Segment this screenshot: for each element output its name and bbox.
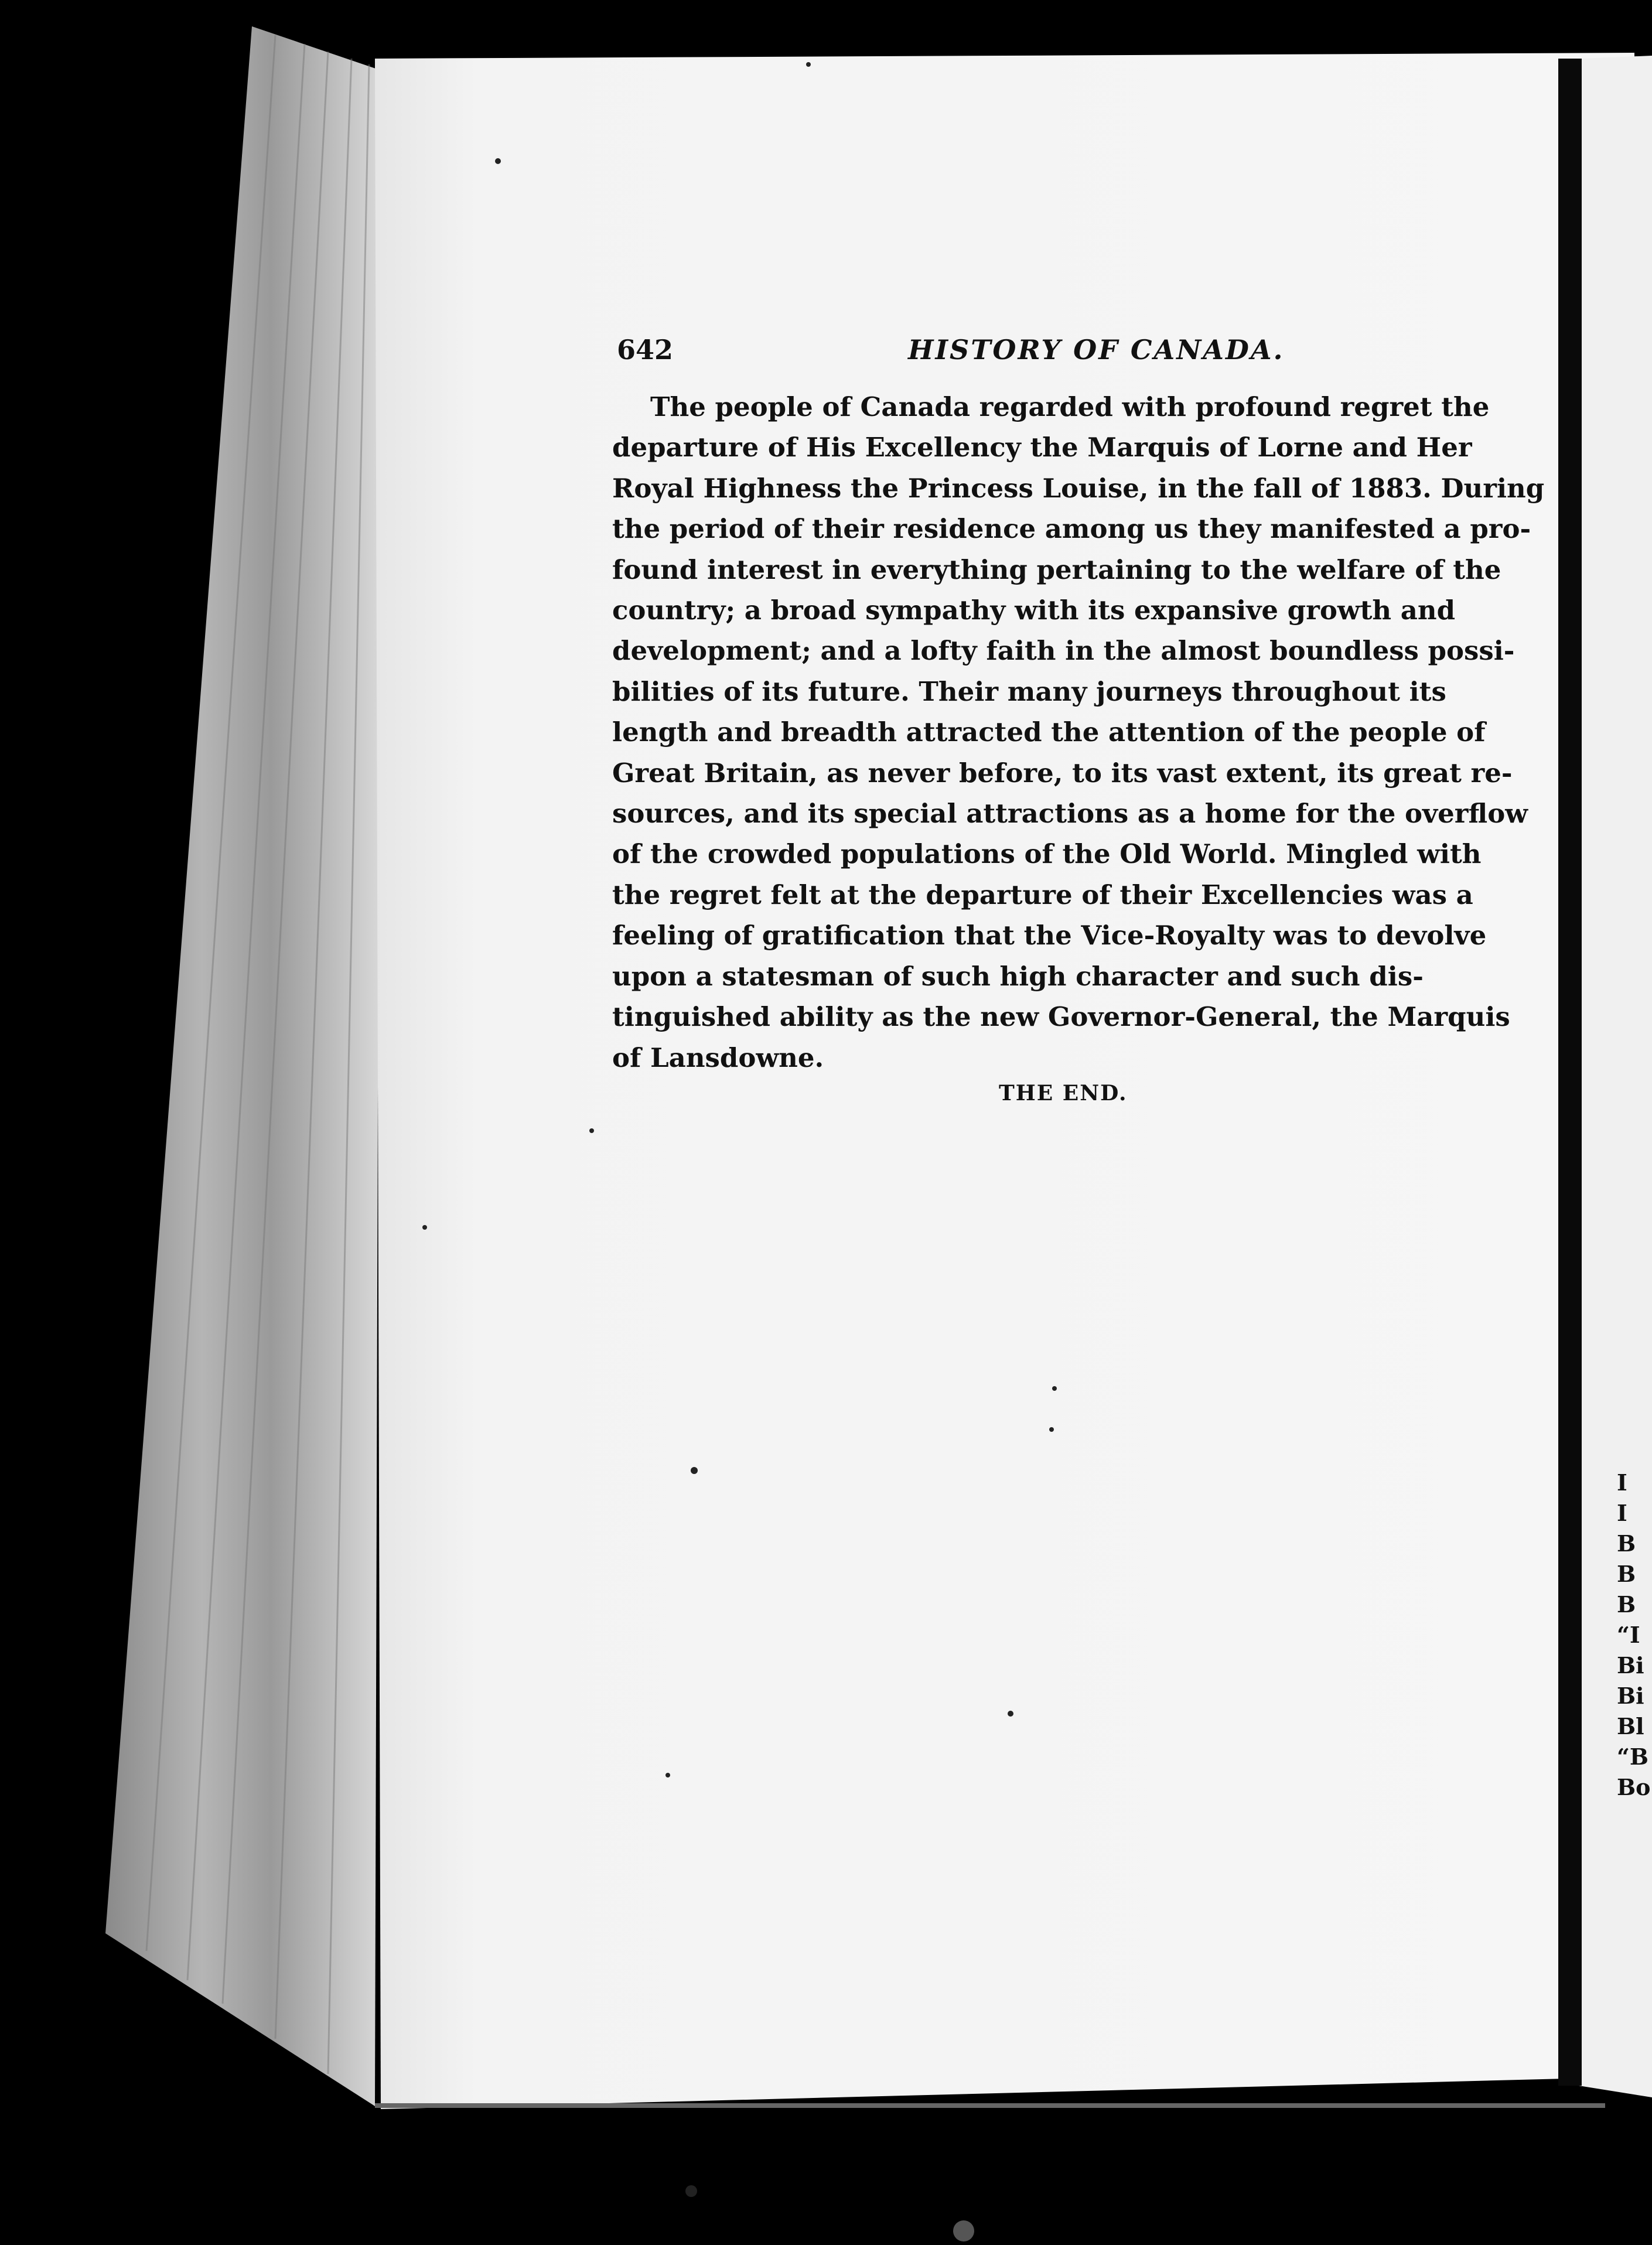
- paragraph-line: Royal Highness the Princess Louise, in the fall of 1883. During: [612, 472, 1545, 504]
- index-fragment: I: [1617, 1469, 1627, 1496]
- paragraph-line: of the crowded populations of the Old World. Mingled with: [612, 838, 1482, 870]
- index-fragment: “I: [1617, 1622, 1640, 1648]
- running-title: HISTORY OF CANADA.: [908, 334, 1285, 366]
- paragraph-line: development; and a lofty faith in the almost boundless possi-: [612, 635, 1515, 667]
- paragraph-line: length and breadth attracted the attention of the people of: [612, 717, 1486, 748]
- paragraph-line: of Lansdowne.: [612, 1042, 824, 1073]
- paragraph-line: the period of their residence among us they manifested a pro-: [612, 513, 1531, 545]
- paragraph-line: country; a broad sympathy with its expansive growth and: [612, 595, 1456, 626]
- paragraph-line: bilities of its future. Their many journeys throughout its: [612, 675, 1446, 707]
- closing-paragraph: [612, 387, 1545, 1078]
- paragraph-line: sources, and its special attractions as a home for the overflow: [612, 798, 1528, 830]
- running-head: [612, 334, 1532, 387]
- paragraph-line: found interest in everything pertaining to the welfare of the: [612, 554, 1501, 585]
- paragraph-line: upon a statesman of such high character and such dis-: [612, 960, 1424, 992]
- paragraph-line: departure of His Excellency the Marquis of Lorne and Her: [612, 432, 1472, 463]
- paragraph-line: tinguished ability as the new Governor-General, the Marquis: [612, 1001, 1510, 1033]
- book-page: [612, 334, 1545, 1078]
- index-fragment: B: [1617, 1530, 1636, 1557]
- page-number: 642: [617, 334, 674, 366]
- index-fragment: I: [1617, 1500, 1627, 1526]
- paragraph-line: Great Britain, as never before, to its vast extent, its great re-: [612, 757, 1513, 789]
- index-fragment: Bi: [1617, 1683, 1644, 1709]
- paragraph-line: The people of Canada regarded with profound regret the: [650, 391, 1490, 422]
- paragraph-line: the regret felt at the departure of their Excellencies was a: [612, 879, 1473, 910]
- index-fragment: “B: [1617, 1744, 1648, 1770]
- the-end-heading: THE END.: [999, 1081, 1128, 1106]
- index-fragment: B: [1617, 1591, 1636, 1618]
- paragraph-line: feeling of gratification that the Vice-Royalty was to devolve: [612, 920, 1487, 951]
- index-fragment: Bi: [1617, 1652, 1644, 1678]
- index-fragment: B: [1617, 1561, 1636, 1587]
- index-fragment: Bo: [1617, 1774, 1651, 1800]
- next-page-index-fragments: [1617, 1468, 1652, 1803]
- index-fragment: Bl: [1617, 1713, 1644, 1739]
